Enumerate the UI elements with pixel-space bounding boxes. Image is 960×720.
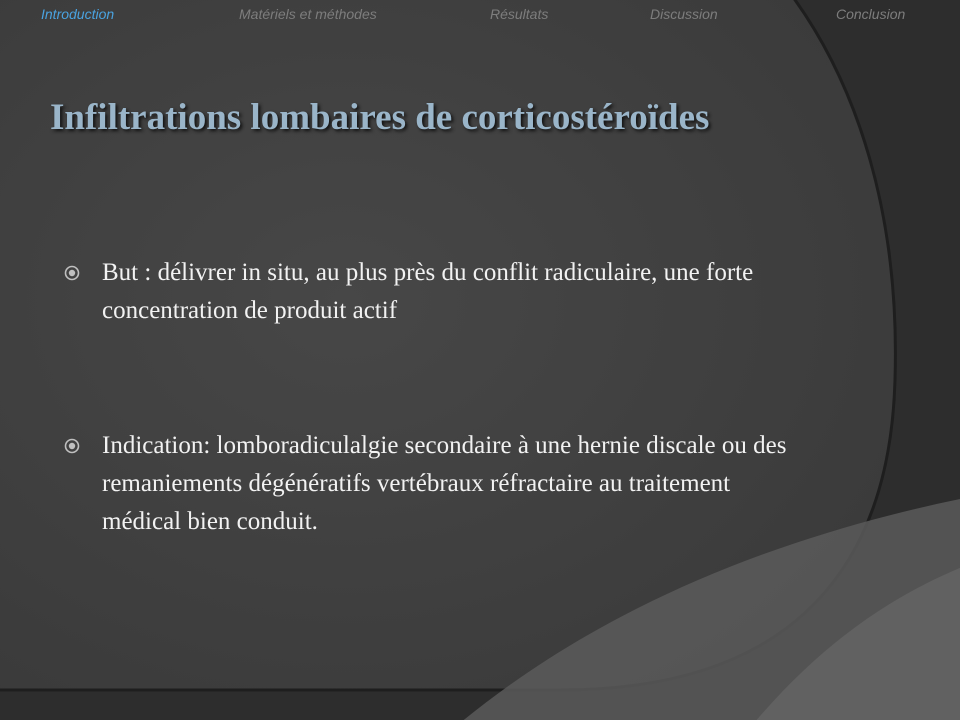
nav-conclusion[interactable]: Conclusion	[836, 6, 906, 22]
navigation-bar	[0, 6, 960, 26]
nav-introduction[interactable]: Introduction	[41, 6, 115, 22]
bullet-text: Indication: lomboradiculalgie secondaire à une hernie discale ou des remaniements dégénératifs vertébraux réfractaire au traitement médical bien conduit.	[102, 432, 787, 535]
bullet-text: But : délivrer in situ, au plus près du conflit radiculaire, une forte concentration de produit actif	[102, 259, 754, 324]
nav-discussion[interactable]: Discussion	[650, 6, 718, 22]
slide-title: Infiltrations lombaires de corticostéroïdes	[50, 97, 710, 138]
nav-materiels-methodes[interactable]: Matériels et méthodes	[239, 6, 377, 22]
circle-dot-bullet-icon	[64, 438, 80, 454]
bullet-item-indication	[64, 427, 814, 541]
circle-dot-bullet-icon	[64, 265, 80, 281]
bullet-item-but	[64, 254, 814, 330]
nav-resultats[interactable]: Résultats	[490, 6, 549, 22]
